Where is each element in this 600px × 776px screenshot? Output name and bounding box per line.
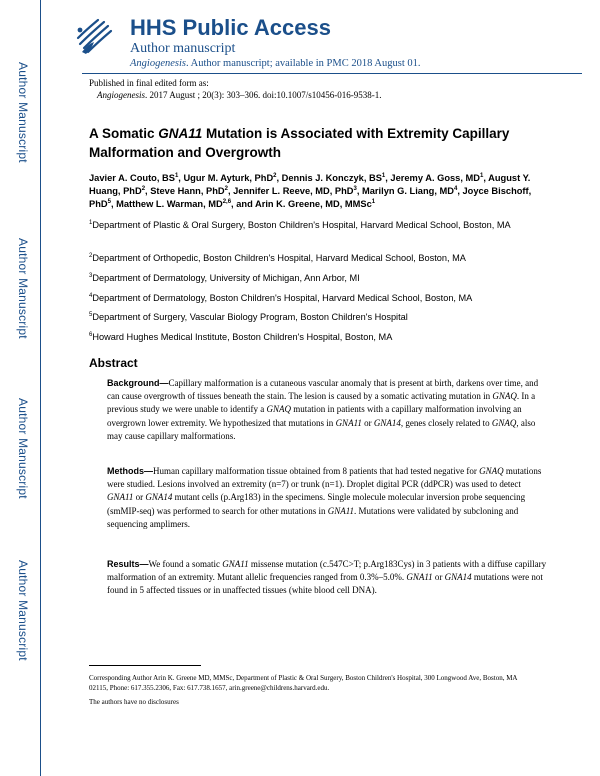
author: Marilyn G. Liang, $MD^4$: [362, 185, 458, 196]
corresponding-author-footnote: Corresponding Author Arin K. Greene MD, MMSc, Department of Plastic & Oral Surgery, Boston Children's Hospital, 300 Longwood Ave, Boston, MA 02115, Phone: 617.355.2306, Fax: 617.738.1657, arin.greene@childrens.harvard.edu.: [89, 674, 518, 692]
author: Jeremy A. Goss, $MD^1$: [390, 172, 484, 183]
affiliation: $^5$Department of Surgery, Vascular Biology Program, Boston Children's Hospital: [89, 311, 408, 322]
hhs-eagle-logo-icon: [74, 14, 114, 58]
author: Matthew L. Warman, MD$^{2,6}$: [116, 198, 232, 209]
affiliation: $^2$Department of Orthopedic, Boston Children's Hospital, Harvard Medical School, Boston, MA: [89, 252, 466, 263]
author-list: Javier A. Couto, $BS^1$, Ugur M. Ayturk, PhD$^2$, Dennis J. Konczyk, $BS^1$, Jeremy A. Goss, $MD^1$, August Y. Huang, PhD$^2$, Steve Hann, PhD$^2$, Jennifer L. Reeve, MD, PhD$^3$, Marilyn G. Liang, $MD^4$, Joyce Bischoff, PhD$^5$, Matthew L. Warman, MD$^{2,6}$, and Arin K. Greene, MD, MMSc$^1$: [89, 172, 532, 209]
citation-line: [97, 90, 382, 100]
affiliation: $^4$Department of Dermatology, Boston Children's Hospital, Harvard Medical School, Boston, MA: [89, 292, 473, 303]
author: Javier A. Couto, $BS^1$: [89, 172, 179, 183]
hhs-public-access-title: HHS Public Access: [130, 15, 331, 40]
author: Arin K. Greene, MD, MMSc$^1$: [255, 198, 376, 209]
header-divider: [82, 73, 582, 74]
author-and: and: [236, 199, 255, 209]
published-label: Published in final edited form as:: [89, 78, 209, 88]
author-manuscript-label: Author Manuscript: [16, 238, 30, 339]
author-manuscript-label: Author Manuscript: [16, 398, 30, 499]
author: August Y. Huang, PhD$^2$: [89, 173, 531, 196]
availability-line: [130, 58, 421, 69]
author: Jennifer L. Reeve, MD, PhD$^3$: [233, 185, 357, 196]
abstract-heading: Abstract: [89, 356, 138, 370]
author-manuscript-label: Author Manuscript: [16, 560, 30, 661]
citation-text: . 2017 August ; 20(3): 303–306. doi:10.1007/s10456-016-9538-1.: [145, 90, 382, 100]
citation-journal: Angiogenesis: [97, 90, 145, 100]
affiliation: $^6$Howard Hughes Medical Institute, Boston Children's Hospital, Boston, MA: [89, 331, 393, 342]
author: Steve Hann, PhD$^2$: [150, 185, 228, 196]
title-gene: GNA11: [158, 126, 203, 141]
abstract-methods: Methods—Human capillary malformation tissue obtained from 8 patients that had tested negative for GNAQ mutations were studied. Lesions involved an extremity (n=7) or trunk (n=1). Droplet digital PCR (ddPCR) was used to detect GNA11 or GNA14 mutant cells (p.Arg183) in the specimens. Single molecule molecular inversion probe sequencing (smMIP-seq) was performed to search for other mutations in GNA11. Mutations were validated by subcloning and sequencing amplimers.: [107, 466, 542, 529]
left-sidebar: [0, 0, 41, 776]
author: Dennis J. Konczyk, $BS^1$: [281, 172, 386, 183]
title-part: Mutation is Associated with Extremity Capillary Malformation and Overgrowth: [89, 126, 510, 160]
journal-name: Angiogenesis: [130, 58, 186, 69]
disclosure-footnote: The authors have no disclosures: [89, 698, 179, 706]
affiliation: $^1$Department of Plastic & Oral Surgery, Boston Children's Hospital, Harvard Medical School, Boston, MA: [89, 219, 511, 230]
author: Ugur M. Ayturk, PhD$^2$: [183, 172, 277, 183]
abstract-background: Background—Capillary malformation is a cutaneous vascular anomaly that is present at birth, darkens over time, and can cause overgrowth of tissues beneath the stain. The lesion is caused by a somatic activating mutation in GNAQ. In a previous study we were unable to identify a GNAQ mutation in patients with a capillary malformation involving an overgrown lower extremity. We hypothesized that mutations in GNA11 or GNA14, genes closely related to GNAQ, also may cause capillary malformations.: [107, 378, 539, 441]
affiliation: $^3$Department of Dermatology, University of Michigan, Ann Arbor, MI: [89, 272, 360, 283]
article-title: [89, 124, 569, 162]
availability-text: . Author manuscript; available in PMC 2018 August 01.: [186, 58, 421, 69]
author: Joyce Bischoff, PhD$^5$: [89, 186, 532, 209]
author-manuscript-label: Author Manuscript: [16, 62, 30, 163]
abstract-results: Results—We found a somatic GNA11 missense mutation (c.547C>T; p.Arg183Cys) in 3 patients with a diffuse capillary malformation of an extremity. Mutant allelic frequencies ranged from 0.3%–5.0%. GNA11 or GNA14 mutations were not found in 5 affected tissues or in unaffected tissues (white blood cell DNA).: [107, 559, 547, 596]
footnote-divider: [89, 665, 201, 666]
title-part: A Somatic: [89, 126, 159, 141]
author-manuscript-subtitle: Author manuscript: [130, 41, 236, 56]
